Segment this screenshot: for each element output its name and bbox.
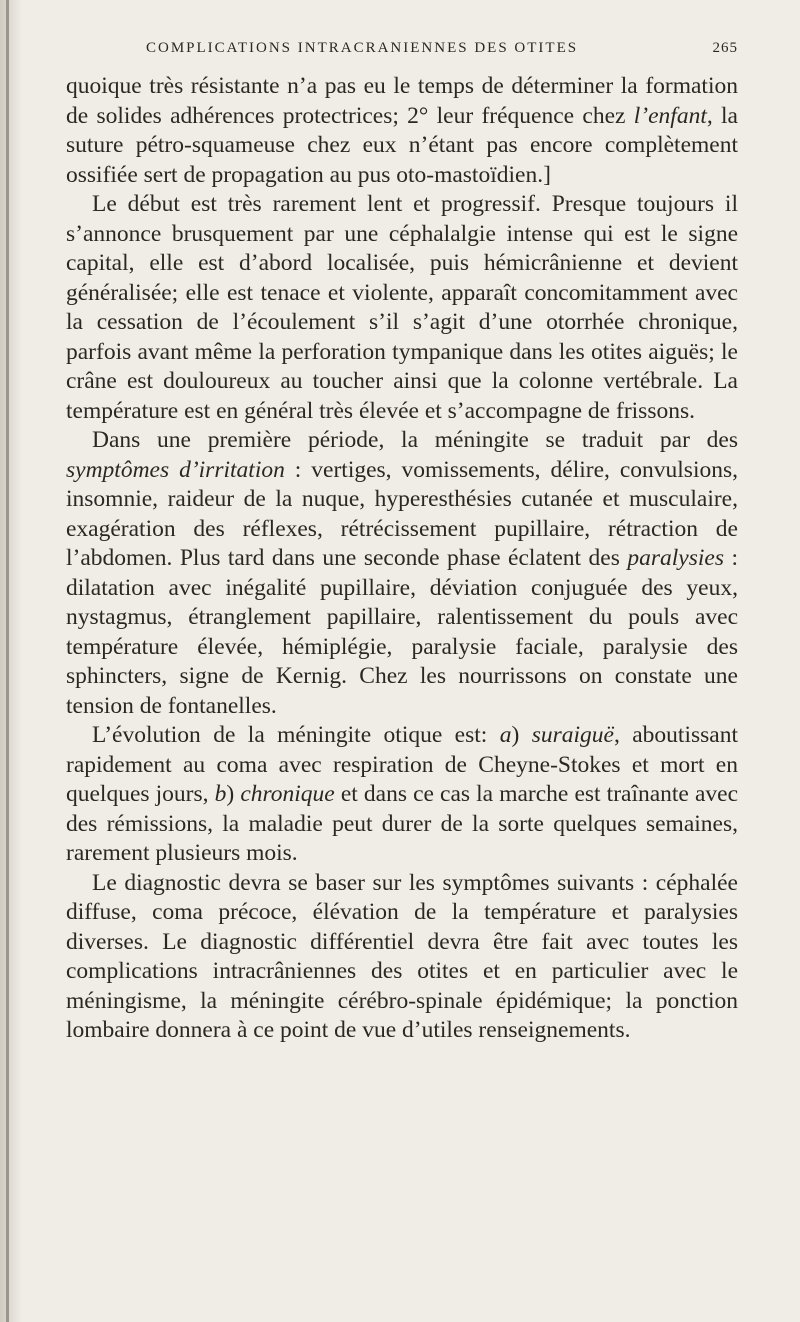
page-number: 265 (712, 40, 738, 56)
running-header (66, 40, 738, 72)
italic-text: symptômes d’irritation (66, 456, 285, 483)
italic-text: l’enfant (633, 102, 707, 129)
italic-text: a (499, 722, 512, 748)
text-run: ) (226, 781, 241, 807)
text-run: Le début est très rarement lent et progressif. Presque toujours il s’annonce brusquement par une céphalalgie intense qui est le signe capital, elle est d’abord localisée, puis hémicrânienne et devient généralisée; elle est tenace et violente, apparaît concomitamment avec la cessation de l’écoulement s’il s’agit d’une otorrhée chronique, parfois avant même la perforation tympanique dans les otites aiguës; le crâne est douloureux au toucher ainsi que la colonne vertébrale. La température est en général très élevée et s’accompagne de frissons. (66, 191, 738, 424)
text-run: ) (511, 722, 532, 748)
italic-text: chronique (240, 781, 335, 807)
paragraph (66, 190, 738, 426)
text-run: Le diagnostic devra se baser sur les symptômes suivants : céphalée diffuse, coma précoce, élévation de la température et paralysies diverses. Le diagnostic différentiel devra être fait avec toutes les complications intracrâniennes des otites et en particulier avec le méningisme, la méningite cérébro-spinale épidémique; la ponction lombaire donnera à ce point de vue d’utiles renseignements. (66, 869, 738, 1043)
running-title: COMPLICATIONS INTRACRANIENNES DES OTITES (146, 40, 579, 56)
paragraph (66, 426, 738, 721)
italic-text: b (214, 781, 227, 807)
page-gutter-shadow (0, 0, 22, 1322)
paragraph (66, 721, 738, 869)
binding-edge (6, 0, 9, 1322)
text-run: Dans une première période, la méningite se traduit par des (92, 427, 738, 453)
italic-text: suraiguë (531, 722, 614, 748)
text-run: : vertiges, vomissements, délire, convulsions, insomnie, raideur de la nuque, hyperesthésies cutanée et musculaire, exagération des réflexes, rétrécissement pupillaire, rétraction de l’abdomen. Plus tard dans une seconde phase éclatent des (66, 456, 738, 571)
text-run: : dilatation avec inégalité pupillaire, déviation conjuguée des yeux, nystagmus, étranglement papillaire, ralentissement du pouls avec température élevée, hémiplégie, paralysie faciale, paralysie des sphincters, signe de Kernig. Chez les nourrissons on constate une tension de fontanelles. (66, 545, 739, 719)
paragraph (66, 869, 738, 1046)
text-run: L’évolution de la méningite otique est: (92, 722, 500, 748)
text-run: quoique très résistante n’a pas eu le temps de déterminer la formation de solides adhérences protectrices; 2° leur fréquence chez (66, 73, 738, 129)
italic-text: paralysies (627, 545, 724, 571)
book-page (66, 40, 738, 1046)
paragraph (66, 72, 738, 190)
body-text (66, 72, 738, 1046)
text-run: , aboutissant rapidement au coma avec respiration de Cheyne-Stokes et mort en quelques jours, (66, 722, 738, 807)
text-run: , la suture pétro-squameuse chez eux n’étant pas encore complètement ossifiée sert de propagation au pus oto-mastoïdien.] (66, 102, 738, 188)
text-run: et dans ce cas la marche est traînante avec des rémissions, la maladie peut durer de la sorte quelques semaines, rarement plusieurs mois. (66, 781, 739, 866)
